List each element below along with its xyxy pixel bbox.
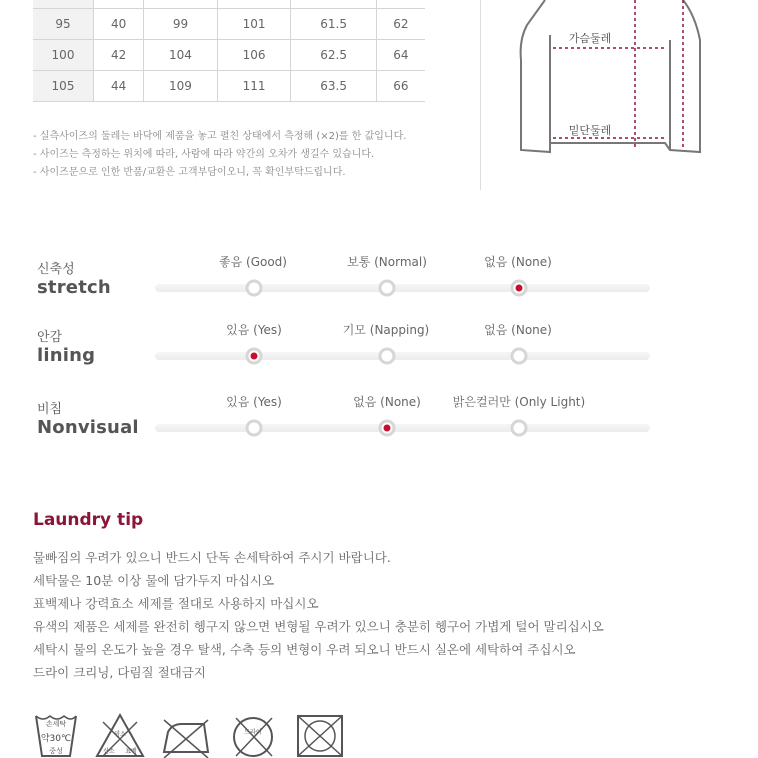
rating-option-label: 기모 (Napping)	[342, 323, 430, 337]
rating-dot	[246, 280, 263, 297]
table-row: 95 40 99 101 61.5 62	[33, 9, 425, 40]
rating-dot	[511, 348, 528, 365]
rating-option-label: 보통 (Normal)	[347, 255, 427, 269]
rating-dot	[511, 420, 528, 437]
rating-label-ko: 안감	[37, 330, 63, 345]
rating-option-label: 있음 (Yes)	[226, 395, 282, 409]
table-row: 105 44 109 111 63.5 66	[33, 71, 425, 102]
no-dry-clean-icon	[228, 712, 278, 758]
rating-label-ko: 비침	[37, 402, 63, 417]
rating-label-en: Nonvisual	[37, 417, 139, 438]
svg-text:드라이: 드라이	[244, 729, 262, 736]
rating-dot-selected	[246, 348, 263, 365]
tip-line: 물빠짐의 우려가 있으니 반드시 단독 손세탁하여 주시기 바랍니다.	[33, 550, 391, 565]
garment-diagram	[505, 0, 725, 170]
rating-option-label: 좋음 (Good)	[219, 255, 287, 269]
rating-option-label: 없음 (None)	[353, 395, 421, 409]
tip-line: 표백제나 강력효소 세제를 절대로 사용하지 마십시오	[33, 596, 319, 611]
rating-option-label: 없음 (None)	[484, 255, 552, 269]
laundry-title: Laundry tip	[33, 510, 144, 530]
rating-option-label: 밝은컬러만 (Only Light)	[452, 395, 586, 409]
table-row: 100 42 104 106 62.5 64	[33, 40, 425, 71]
hand-wash-icon	[33, 712, 79, 758]
note-line: - 실측사이즈의 둘레는 바닥에 제품을 놓고 펼친 상태에서 측정해 (×2)를 한 값입니다.	[33, 131, 407, 142]
rating-option-label: 없음 (None)	[484, 323, 552, 337]
hem-label: 밑단둘레	[568, 124, 612, 137]
no-bleach-icon	[95, 712, 145, 758]
no-iron-icon	[160, 712, 212, 758]
tip-line: 세탁시 물의 온도가 높을 경우 탈색, 수축 등의 변형이 우려 되오니 반드시 실온에 세탁하여 주십시오	[33, 642, 576, 657]
svg-text:중성: 중성	[49, 747, 63, 755]
rating-track	[155, 284, 650, 292]
note-line: - 사이즈는 측정하는 위치에 따라, 사람에 따라 약간의 오차가 생길수 있습니다.	[33, 149, 375, 160]
svg-text:약30℃: 약30℃	[40, 734, 72, 744]
tip-line: 드라이 크리닝, 다림질 절대금지	[33, 665, 206, 680]
rating-label-ko: 신축성	[37, 262, 75, 277]
table-row	[33, 0, 425, 9]
svg-text:손세탁: 손세탁	[45, 720, 67, 728]
rating-dot-selected	[379, 420, 396, 437]
rating-track	[155, 352, 650, 360]
tip-line: 유색의 제품은 세제를 완전히 헹구지 않으면 변형될 우려가 있으니 충분히 헹구어 가볍게 털어 말리십시오	[33, 619, 604, 634]
rating-dot	[379, 280, 396, 297]
rating-track	[155, 424, 650, 432]
rating-dot-selected	[511, 280, 528, 297]
svg-text:염소: 염소	[114, 731, 126, 738]
size-table	[33, 0, 425, 102]
rating-option-label: 있음 (Yes)	[226, 323, 282, 337]
divider	[480, 0, 481, 190]
tip-line: 세탁물은 10분 이상 물에 담가두지 마십시오	[33, 573, 275, 588]
rating-dot	[379, 348, 396, 365]
rating-label-en: lining	[37, 345, 96, 366]
size-notes	[33, 128, 406, 182]
svg-text:표백: 표백	[125, 748, 137, 755]
svg-text:산소: 산소	[103, 748, 115, 755]
laundry-tips	[33, 546, 604, 684]
rating-dot	[246, 420, 263, 437]
no-tumble-dry-icon	[296, 712, 346, 758]
chest-label: 가슴둘레	[568, 32, 612, 45]
rating-label-en: stretch	[37, 277, 111, 298]
note-line: - 사이즈문으로 인한 반품/교환은 고객부담이오니, 꼭 확인부탁드립니다.	[33, 167, 346, 178]
